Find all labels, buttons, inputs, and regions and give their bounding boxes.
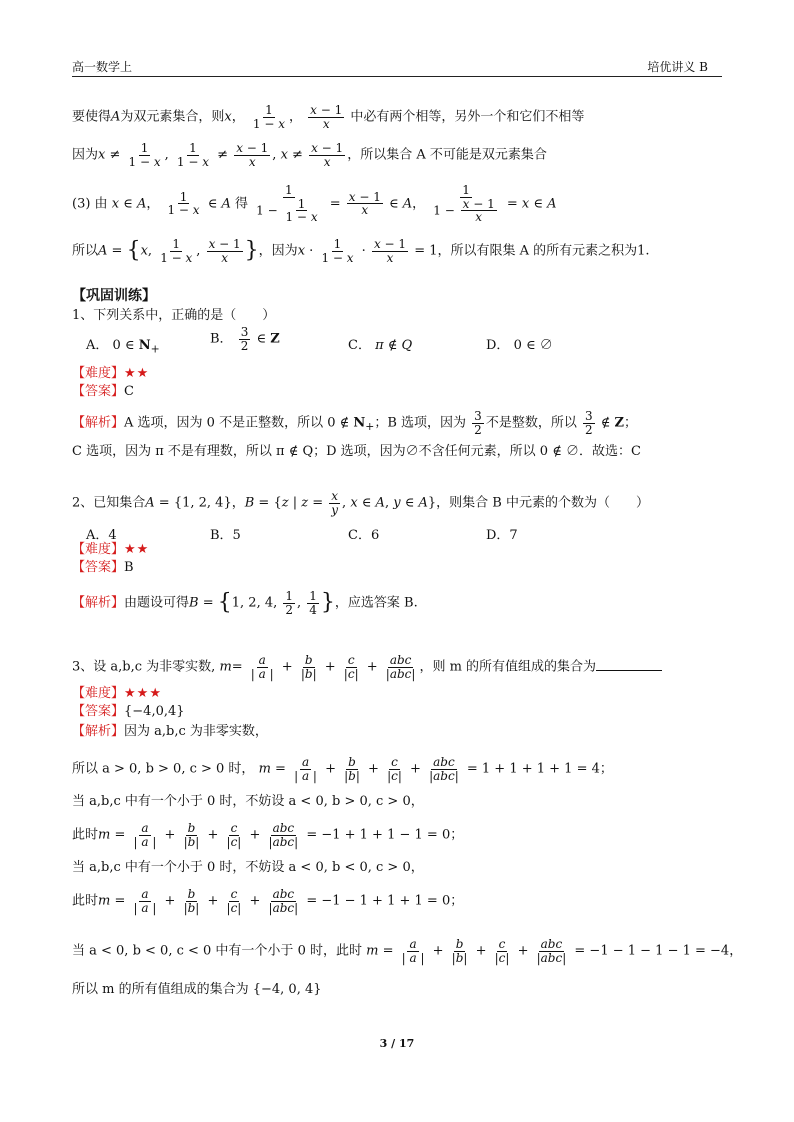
- q3-answer: 【答案】{−4,0,4}: [72, 704, 185, 719]
- q2-answer: 【答案】B: [72, 560, 134, 575]
- q3-explanation-6: 当 a < 0, b < 0, c < 0 中有一个小于 0 时，此时 m = $\frac{a}{| a |}$ + $\frac{b}{|b|}$ + $\frac{c}{|c|}$ + $\frac{\text{abc}}{\text{|abc|}}$ = −1 − 1 − 1 − 1 = −4，: [72, 937, 743, 965]
- q2-option-d: D．7: [486, 528, 518, 543]
- q3-explanation-4: 当 a,b,c 中有一个小于 0 时，不妨设 a < 0, b < 0, c > 0，: [72, 860, 424, 875]
- q1-stem: 1、下列关系中，正确的是（ ）: [72, 308, 276, 323]
- q1-option-d: D． 0 ∈ ∅: [486, 338, 553, 353]
- page-number: 3 / 17: [379, 1037, 415, 1050]
- q3-explanation-2: 当 a,b,c 中有一个小于 0 时，不妨设 a < 0, b > 0, c > 0，: [72, 794, 424, 809]
- q3-explanation-3: 此时m = $\frac{a}{| a |}$ + $\frac{b}{|b|}$ + $\frac{c}{|c|}$ + $\frac{\text{abc}}{\text{|abc|}}$ = −1 + 1 + 1 − 1 = 0；: [72, 821, 464, 849]
- q1-answer: 【答案】C: [72, 384, 134, 399]
- q1-option-b: B． $\frac{3}{2}$ ∈ Z: [210, 325, 280, 353]
- q1-difficulty: 【难度】★★: [72, 366, 150, 381]
- q2-option-c: C．6: [348, 528, 380, 543]
- q3-explanation-intro: 【解析】因为 a,b,c 为非零实数，: [72, 724, 268, 739]
- q1-option-a: A． 0 ∈ $N_+$: [86, 338, 160, 356]
- q2-stem: 2、已知集合A = {1, 2, 4}，B = {z | z = $\frac{x}{y}$ , x ∈ A, y ∈ A}，则集合 B 中元素的个数为（ ）: [72, 489, 649, 517]
- text-line-3: (3) 由 x ∈ A， $\frac{1}{1 - x}$ ∈ A 得 1 1 − $\frac{1}{1 - x}$ = $\frac{x - 1}{x}$ ∈ A， 1 1 − $\frac{x - 1}{x}$ = x ∈ A: [72, 183, 557, 225]
- q3-explanation-7: 所以 m 的所有值组成的集合为 {−4, 0, 4}: [72, 982, 322, 997]
- q3-explanation-5: 此时m = $\frac{a}{| a |}$ + $\frac{b}{|b|}$ + $\frac{c}{|c|}$ + $\frac{\text{abc}}{\text{|abc|}}$ = −1 − 1 + 1 + 1 = 0；: [72, 887, 464, 915]
- q3-explanation-1: 所以 a > 0, b > 0, c > 0 时， m = $\frac{a}{| a |}$ + $\frac{b}{|b|}$ + $\frac{c}{|c|}$ + $\frac{\text{abc}}{\text{|abc|}}$ = 1 + 1 + 1 + 1 = 4；: [72, 755, 613, 783]
- q2-option-b: B．5: [210, 528, 241, 543]
- q2-option-a: A．4: [86, 528, 117, 543]
- header-course: 高一数学上: [72, 60, 133, 74]
- q2-difficulty: 【难度】★★: [72, 542, 150, 557]
- q3-difficulty: 【难度】★★★: [72, 686, 162, 701]
- answer-blank[interactable]: [596, 658, 662, 671]
- q1-option-c: C． π ∉ Q: [348, 338, 413, 353]
- q1-explanation-2: C 选项，因为 π 不是有理数，所以 π ∉ Q；D 选项，因为∅不含任何元素，所以 0 ∉ ∅．故选：C: [72, 444, 641, 459]
- q2-explanation: 【解析】由题设可得B = {1, 2, 4, $\frac{1}{2}$ , $\frac{1}{4}$ }，应选答案 B.: [72, 589, 418, 617]
- q1-explanation-1: 【解析】A 选项，因为 0 不是正整数，所以 0 ∉ $N_+$；B 选项，因为 $\frac{3}{2}$ 不是整数，所以 $\frac{3}{2}$ ∉ Z；: [72, 409, 638, 437]
- text-line-1: 要使得A为双元素集合，则x， $\frac{1}{1 - x}$ ， $\frac{x - 1}{x}$ 中必有两个相等，另外一个和它们不相等: [72, 103, 585, 131]
- section-title: 【巩固训练】: [72, 288, 156, 304]
- q3-stem: 3、设 a,b,c 为非零实数, m= $\frac{a}{| a |}$ + $\frac{b}{|b|}$ + $\frac{c}{|c|}$ + $\frac{\text{abc}}{\text{|abc|}}$ ，则 m 的所有值组成的集合为: [72, 654, 722, 680]
- header-series: 培优讲义 B: [647, 60, 708, 74]
- header-rule: [72, 76, 722, 77]
- text-line-2: 因为x ≠ $\frac{1}{1 - x}$ , $\frac{1}{1 - x}$ ≠ $\frac{x - 1}{x}$ , x ≠ $\frac{x - 1}{x}$ ，所以集合 A 不可能是双元素集合: [72, 141, 547, 169]
- text-line-4: 所以A = {x, $\frac{1}{1 - x}$ , $\frac{x - 1}{x}$ }，因为x · $\frac{1}{1 - x}$ · $\frac{x - 1}{x}$ = 1，所以有限集 A 的所有元素之积为1.: [72, 237, 650, 265]
